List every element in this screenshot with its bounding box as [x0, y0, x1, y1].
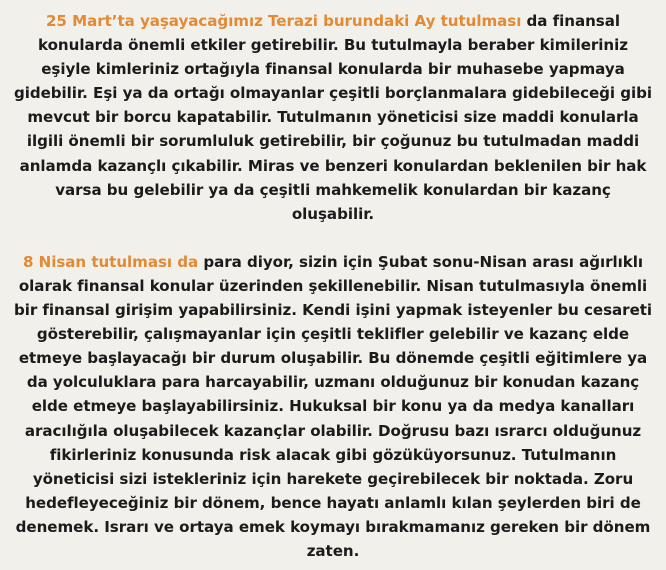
- highlight-nisan-tutulmasi: 8 Nisan tutulması da: [22, 252, 199, 271]
- paragraph-text-nisan-tutulmasi: para diyor, sizin için Şubat sonu-Nisan arası ağırlıklı olarak finansal konular üzerinden şekillenebilir. Nisan tutulmasıyla önemli bir finansal girişim yapabilirsiniz. Kendi işini yapmak isteyenler bu cesareti gösterebilir, çalışmayanlar için çeşitli teklifler gelebilir ve kazanç elde etmeye başlayacağı bir durum oluşabilir. Bu dönemde çeşitli eğitimlere ya da yolculuklara para harcayabilir, uzmanı olduğunuz bir konudan kazanç elde etmeye başlayabilirsiniz. Hukuksal bir konu ya da medya kanalları aracılığıla oluşabilecek kazançlar olabilir. Doğrusu bazı ısrarcı olduğunuz fikirleriniz konusunda risk alacak gibi gözüküyorsunuz. Tutulmanın yöneticisi sizi istekleriniz için harekete geçirebilecek bir noktada. Zoru hedefleyeceğiniz bir dönem, bence hayatı anlamlı kılan şeylerden biri de denemek. Israrı ve ortaya emek koymayı bırakmamanız gereken bir dönem zaten.: [13, 252, 653, 560]
- paragraph-text-ay-tutulmasi: da finansal konularda önemli etkiler getirebilir. Bu tutulmayla beraber kimileriniz eşiyle kimleriniz ortağıyla finansal konularda bir muhasebe yapmaya gidebilir. Eşi ya da ortağı olmayanlar çeşitli borçlanmalara gidebileceği gibi mevcut bir borcu kapatabilir. Tutulmanın yöneticisi size maddi konularla ilgili önemli bir sorumluluk getirebilir, bir çoğunuz bu tutulmadan maddi anlamda kazançlı çıkabilir. Miras ve benzeri konulardan beklenilen bir hak varsa bu gelebilir ya da çeşitli mahkemelik konulardan bir kazanç oluşabilir.: [13, 12, 652, 223]
- paragraph-ay-tutulmasi: [12, 9, 654, 226]
- paragraph-nisan-tutulmasi: [12, 250, 654, 563]
- highlight-ay-tutulmasi: 25 Mart’ta yaşayacağımız Terazi burundaki Ay tutulması: [45, 12, 522, 30]
